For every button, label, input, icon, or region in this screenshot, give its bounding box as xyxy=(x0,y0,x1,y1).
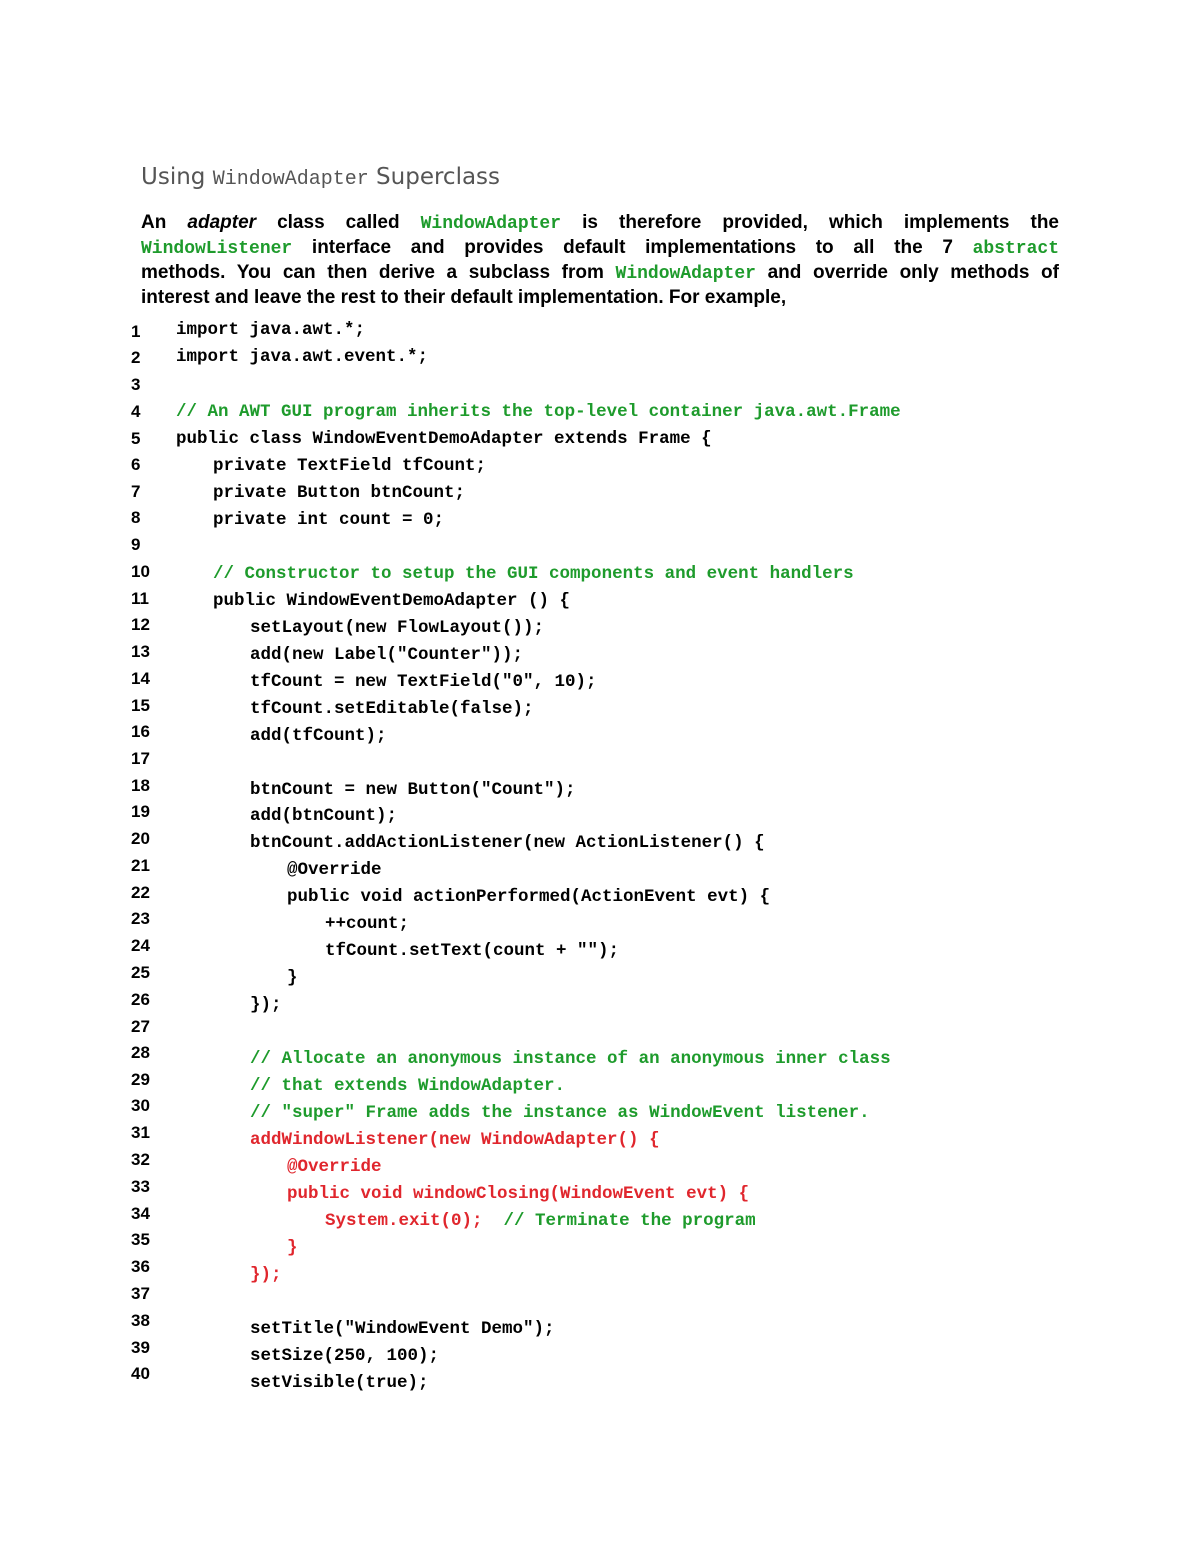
paragraph-text: and override only methods of xyxy=(755,262,1059,283)
code-text: setLayout(new FlowLayout()); xyxy=(250,618,545,638)
code-text: // "super" Frame adds the instance as WindowEvent listener. xyxy=(250,1103,870,1123)
code-text: public void windowClosing(WindowEvent evt) { xyxy=(287,1184,750,1204)
code-line xyxy=(213,510,444,530)
paragraph-line-4 xyxy=(141,287,1059,309)
line-number: 29 xyxy=(131,1070,150,1089)
code-line xyxy=(250,1130,660,1150)
line-number: 12 xyxy=(131,615,150,634)
line-number: 22 xyxy=(131,883,150,902)
line-number: 6 xyxy=(131,455,141,474)
line-number: 31 xyxy=(131,1123,150,1142)
code-line xyxy=(176,429,712,449)
line-number: 23 xyxy=(131,909,150,928)
paragraph-code: WindowListener xyxy=(141,239,293,259)
line-number: 21 xyxy=(131,856,150,875)
code-line xyxy=(250,1319,555,1339)
code-line xyxy=(325,1211,756,1231)
line-number: 3 xyxy=(131,375,141,394)
paragraph-text: interest and leave the rest to their default implementation. For example, xyxy=(141,287,787,308)
paragraph-line-1 xyxy=(141,212,1059,234)
line-number: 36 xyxy=(131,1257,150,1276)
code-line xyxy=(287,968,298,988)
code-line xyxy=(250,618,544,638)
line-number: 15 xyxy=(131,696,150,715)
code-line xyxy=(250,995,282,1015)
code-text: } xyxy=(287,968,298,988)
paragraph-line-2 xyxy=(141,237,1059,259)
code-text: ++count; xyxy=(325,914,410,934)
code-text: private Button btnCount; xyxy=(213,483,466,503)
code-text: @Override xyxy=(287,1157,382,1177)
line-number: 35 xyxy=(131,1230,150,1249)
code-text: tfCount = new TextField("0", 10); xyxy=(250,672,597,692)
code-line xyxy=(287,1238,298,1258)
line-number: 5 xyxy=(131,429,141,448)
code-text: System.exit(0); xyxy=(325,1211,483,1231)
code-text: // that extends WindowAdapter. xyxy=(250,1076,566,1096)
code-text: private int count = 0; xyxy=(213,510,445,530)
code-line xyxy=(250,1373,429,1393)
paragraph-text: interface and provides default implementations to all the 7 xyxy=(292,237,973,258)
line-number: 2 xyxy=(131,348,141,367)
code-line xyxy=(250,1346,439,1366)
code-line xyxy=(325,914,409,934)
line-number: 7 xyxy=(131,482,141,501)
code-line xyxy=(250,833,765,853)
code-comment-line xyxy=(213,564,854,584)
code-text: }); xyxy=(250,995,282,1015)
heading-suffix: Superclass xyxy=(368,164,501,190)
paragraph-text: methods. You can then derive a subclass from xyxy=(141,262,616,283)
line-number: 8 xyxy=(131,508,141,527)
line-number: 40 xyxy=(131,1364,150,1383)
paragraph-line-3 xyxy=(141,262,1059,284)
line-number: 14 xyxy=(131,669,150,688)
code-text: btnCount.addActionListener(new ActionListener() { xyxy=(250,833,765,853)
code-line xyxy=(213,456,486,476)
line-number: 30 xyxy=(131,1096,150,1115)
code-line xyxy=(325,941,619,961)
line-number: 25 xyxy=(131,963,150,982)
code-comment-line xyxy=(250,1103,870,1123)
code-line xyxy=(287,1184,749,1204)
code-text: setVisible(true); xyxy=(250,1373,429,1393)
code-text: addWindowListener(new WindowAdapter() { xyxy=(250,1130,660,1150)
code-text: import java.awt.event.*; xyxy=(176,347,429,367)
code-line xyxy=(250,780,576,800)
code-line xyxy=(176,347,428,367)
line-number: 9 xyxy=(131,535,141,554)
code-line xyxy=(250,1265,282,1285)
code-comment-line xyxy=(250,1076,565,1096)
line-number: 13 xyxy=(131,642,150,661)
code-text: add(new Label("Counter")); xyxy=(250,645,524,665)
paragraph-code: WindowAdapter xyxy=(420,214,562,234)
code-line xyxy=(250,672,597,692)
line-number: 18 xyxy=(131,776,150,795)
code-line xyxy=(287,887,770,907)
code-text: btnCount = new Button("Count"); xyxy=(250,780,576,800)
line-number: 11 xyxy=(131,589,149,608)
line-number: 1 xyxy=(131,322,141,341)
line-number: 10 xyxy=(131,562,150,581)
code-line xyxy=(213,483,465,503)
paragraph-code: abstract xyxy=(972,239,1059,259)
code-line xyxy=(287,860,382,880)
line-number: 38 xyxy=(131,1311,150,1330)
code-text: tfCount.setText(count + ""); xyxy=(325,941,620,961)
heading-prefix: Using xyxy=(141,164,213,190)
code-text: @Override xyxy=(287,860,382,880)
code-text: add(tfCount); xyxy=(250,726,387,746)
line-number: 37 xyxy=(131,1284,150,1303)
paragraph-code: WindowAdapter xyxy=(615,264,756,284)
section-heading xyxy=(141,164,500,191)
code-text: public WindowEventDemoAdapter () { xyxy=(213,591,571,611)
code-line xyxy=(213,591,570,611)
code-text: public class WindowEventDemoAdapter extends Frame { xyxy=(176,429,712,449)
paragraph-text: An xyxy=(141,212,188,233)
line-number: 17 xyxy=(131,749,150,768)
line-number: 28 xyxy=(131,1043,150,1062)
code-text: tfCount.setEditable(false); xyxy=(250,699,534,719)
line-number: 20 xyxy=(131,829,150,848)
code-text: // Constructor to setup the GUI components and event handlers xyxy=(213,564,854,584)
paragraph-text: is therefore provided, which implements the xyxy=(561,212,1060,233)
code-comment-line xyxy=(250,1049,891,1069)
code-text: setSize(250, 100); xyxy=(250,1346,440,1366)
code-inline-comment: // Terminate the program xyxy=(503,1211,756,1231)
code-line xyxy=(250,645,523,665)
code-text: import java.awt.*; xyxy=(176,320,366,340)
code-comment-line xyxy=(176,402,901,422)
line-number: 39 xyxy=(131,1338,150,1357)
code-text: private TextField tfCount; xyxy=(213,456,487,476)
paragraph-text: class called xyxy=(256,212,421,233)
heading-code: WindowAdapter xyxy=(212,168,369,191)
code-text: // An AWT GUI program inherits the top-level container java.awt.Frame xyxy=(176,402,901,422)
code-text: } xyxy=(287,1238,298,1258)
line-number: 27 xyxy=(131,1017,150,1036)
line-number: 33 xyxy=(131,1177,150,1196)
line-number: 4 xyxy=(131,402,141,421)
code-text: // Allocate an anonymous instance of an anonymous inner class xyxy=(250,1049,891,1069)
line-number: 26 xyxy=(131,990,150,1009)
line-number: 34 xyxy=(131,1204,150,1223)
code-text: public void actionPerformed(ActionEvent evt) { xyxy=(287,887,771,907)
code-line xyxy=(250,699,534,719)
code-line xyxy=(250,726,387,746)
line-number: 24 xyxy=(131,936,150,955)
code-line xyxy=(176,320,365,340)
code-text: }); xyxy=(250,1265,282,1285)
code-line xyxy=(287,1157,382,1177)
code-text: setTitle("WindowEvent Demo"); xyxy=(250,1319,555,1339)
code-line xyxy=(250,806,397,826)
line-number: 16 xyxy=(131,722,150,741)
line-number: 19 xyxy=(131,802,150,821)
line-number: 32 xyxy=(131,1150,150,1169)
code-text: add(btnCount); xyxy=(250,806,398,826)
paragraph-emphasis: adapter xyxy=(187,212,257,233)
